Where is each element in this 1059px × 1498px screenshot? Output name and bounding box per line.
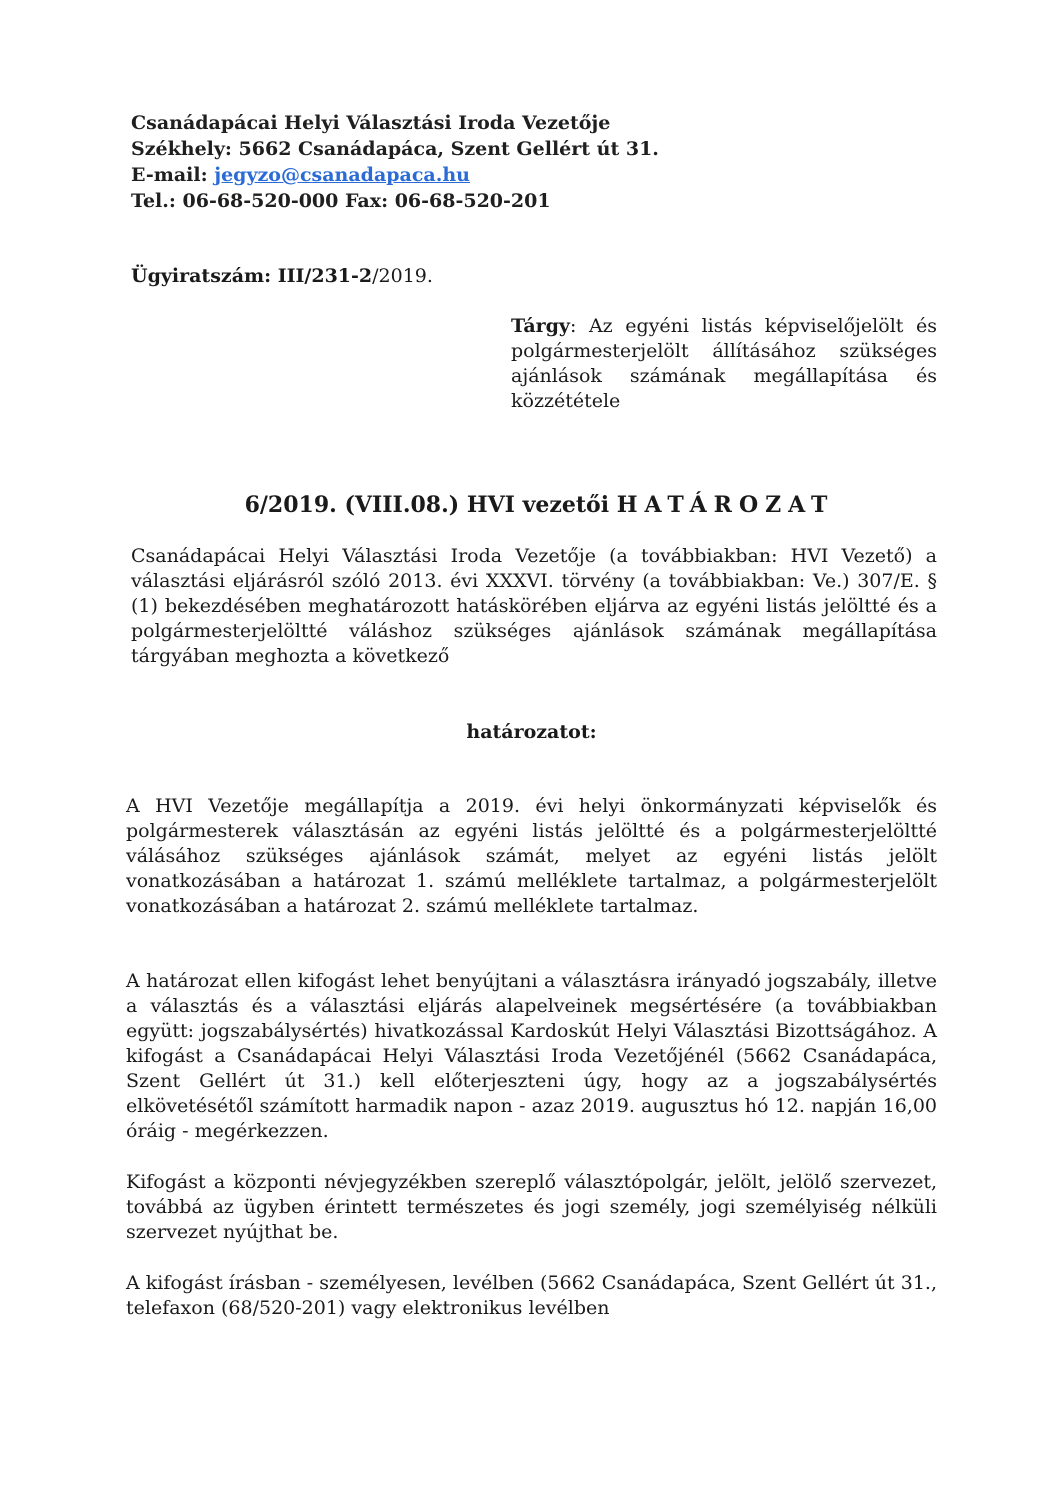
decision-word: HATÁROZAT [616,492,835,518]
case-number [131,263,433,289]
decision-title [0,491,1059,519]
decision-number: 6/2019. (VIII.08.) HVI vezetői [244,492,617,518]
paragraph-finding: A HVI Vezetője megállapítja a 2019. évi helyi önkormányzati képviselők és polgármesterek választásán az egyéni listás jelöltté és a polgármesterjelöltté válásához szükséges ajánlások számát, melyet az egyéni listás jelölt vonatkozásában a határozat 1. számú melléklete tartalmaz, a polgármesterjelölt vonatkozásában a határozat 2. számú melléklete tartalmaz. [126,795,937,917]
case-number-value: /2019. [372,265,433,287]
paragraph-who-may-object: Kifogást a központi névjegyzékben szereplő választópolgár, jelölt, jelölő szervezet, továbbá az ügyben érintett természetes és jogi személy, jogi személyiség nélküli szervezet nyújthat be. [126,1171,937,1243]
intro-paragraph: Csanádapácai Helyi Választási Iroda Vezetője (a továbbiakban: HVI Vezető) a választási eljárásról szóló 2013. évi XXXVI. törvény (a továbbiakban: Ve.) 307/E. § (1) bekezdésében meghatározott hatáskörében eljárva az egyéni listás jelöltté és a polgármesterjelöltté váláshoz szükséges ajánlások számának megállapítása tárgyában meghozta a következő [131,545,937,667]
subject-text: : Az egyéni listás képviselőjelölt és polgármesterjelölt állításához szükséges ajánlások számának megállapítása és közzététele [511,315,937,412]
office-name: Csanádapácai Helyi Választási Iroda Vezetője [131,112,611,134]
phone-fax-line: Tel.: 06-68-520-000 Fax: 06-68-520-201 [131,190,551,212]
paragraph-submission: A kifogást írásban - személyesen, levélben (5662 Csanádapáca, Szent Gellért út 31., telefaxon (68/520-201) vagy elektronikus levélben [126,1272,937,1319]
subject-block [511,314,937,414]
case-number-label: Ügyiratszám: III/231-2 [131,265,373,287]
decision-sub-heading: határozatot: [466,721,597,743]
paragraph-objection-rules: A határozat ellen kifogást lehet benyújtani a választásra irányadó jogszabály, illetve a választás és a választási eljárás alapelveinek megsértésére (a továbbiakban együtt: jogszabálysértés) hivatkozással Kardoskút Helyi Választási Bizottságához. A kifogást a Csanádapácai Helyi Választási Iroda Vezetőjénél (5662 Csanádapáca, Szent Gellért út 31.) kell előterjeszteni úgy, hogy az a jogszabálysértés elkövetésétől számított harmadik napon - azaz 2019. augusztus hó 12. napján 16,00 óráig - megérkezzen. [126,970,937,1142]
letterhead [131,110,659,214]
office-seat: Székhely: 5662 Csanádapáca, Szent Gellért út 31. [131,138,659,160]
email-link[interactable]: jegyzo@csanadapaca.hu [214,164,470,186]
email-line [131,162,659,188]
subject-label: Tárgy [511,315,570,337]
email-label: E-mail: [131,164,215,186]
